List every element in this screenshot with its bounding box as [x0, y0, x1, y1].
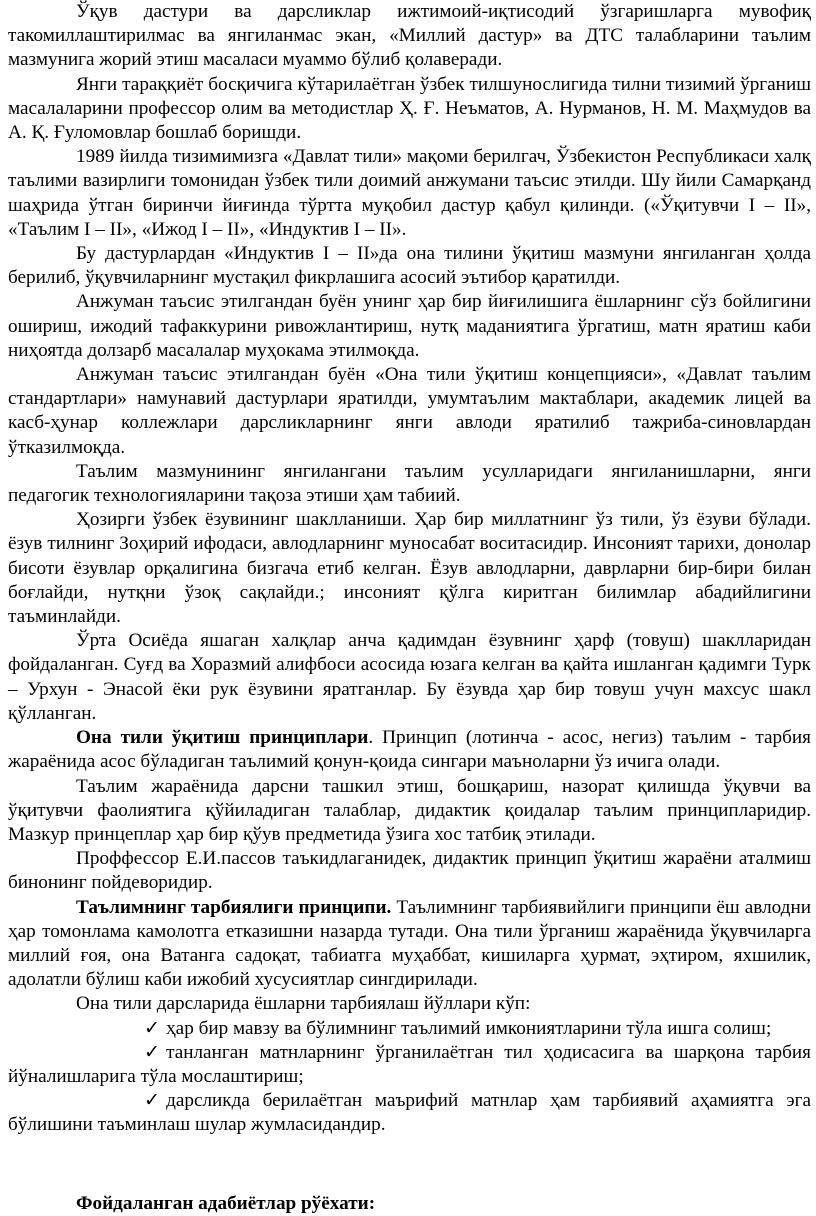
paragraph: Проффессор Е.И.пассов таъкидлаганидек, дидактик принцип ўқитиш жараёни аталмиш бинонинг пойдеворидир.	[8, 848, 811, 894]
checklist-item	[8, 1041, 811, 1089]
check-icon: ✓	[144, 1090, 161, 1112]
paragraph: Ўқув дастури ва дарсликлар ижтимоий-иқтисодий ўзгаришларга мувофиқ такомиллаштирилмас ва янгиланмас экан, «Миллий дастур» ва ДТС талабларини таълим мазмунига жорий этиш масаласи муаммо бўлиб қолаверади.	[8, 1, 811, 71]
paragraph: Таълим жараёнида дарсни ташкил этиш, бошқариш, назорат қилишда ўқувчи ва ўқитувчи фаолиятига қўйиладиган талаблар, дидактик қоидалар таълим принципларидир. Мазкур принцеплар ҳар бир қўув предметида ўзига хос татбиқ этилади.	[8, 775, 811, 845]
checklist-item	[8, 1017, 811, 1041]
references-heading-text: Фойдаланган адабиётлар рўёхати:	[76, 1192, 376, 1214]
checklist-text: танланган матнларнинг ўрганилаётган тил ҳодисасига ва шарқона тарбия йўналишларига тўла мослаштириш;	[8, 1041, 811, 1087]
spacer	[8, 1138, 811, 1192]
principles-heading: Она тили ўқитиш принциплари	[76, 727, 369, 749]
upbringing-text: Таълимнинг тарбиявийлиги принципи ёш авлодни ҳар томонлама камолотга етказишни назарда тутади. Она тили ўрганиш жараёнида ўқувчиларга миллий ғоя, она Ватанга садоқат, табиатга муҳаббат, кишиларга ҳурмат, эҳтиром, яхшилик, адолатли бўлиш каби ижобий хусусиятлар сингдирилади.	[8, 896, 811, 991]
paragraph: Таълим мазмунининг янгилангани таълим усулларидаги янгиланишларни, янги педагогик технологияларини тақоза этиши ҳам табиий.	[8, 460, 811, 507]
paragraph: Анжуман таъсис этилгандан буён «Она тили ўқитиш концепцияси», «Давлат таълим стандартлари» намунавий дастурлари яратилди, умумтаълим мактаблари, академик лицей ва касб-ҳунар коллежлари дарсликларнинг янги авлоди яратилиб тажриба-синовлардан ўтказилмоқда.	[8, 364, 811, 458]
paragraph: 1989 йилда тизимимизга «Давлат тили» мақоми берилгач, Ўзбекистон Республикаси халқ таълими вазирлиги томонидан ўзбек тили доимий анжумани таъсис этилди. Шу йили Самарқанд шаҳрида ўтган биринчи йиғинда тўртта муқобил дастур қабул қилинди. («Ўқитувчи I – II», «Таълим I – II», «Ижод I – II», «Индуктив I – II».	[8, 146, 811, 240]
list-intro: Она тили дарсларида ёшларни тарбиялаш йўллари кўп:	[76, 993, 531, 1015]
references-heading	[8, 1192, 811, 1216]
checklist-text: ҳар бир мавзу ва бўлимнинг таълимий имкониятларини тўла ишга солиш;	[166, 1017, 772, 1039]
check-icon: ✓	[144, 1017, 161, 1039]
upbringing-heading: Таълимнинг тарбиялиги принципи.	[76, 896, 392, 918]
checklist-text: дарсликда берилаётган маърифий матнлар ҳам тарбиявий аҳамиятга эга бўлишини таъминлаш шулар жумласидандир.	[8, 1090, 811, 1136]
checklist-item	[8, 1089, 811, 1137]
upbringing-paragraph	[8, 896, 811, 993]
principles-paragraph	[8, 726, 811, 774]
principles-text: . Принцип (лотинча - асос, негиз) таълим - тарбия жараёнида асос бўладиган таълимий қонун-қоида сингари маъноларни ўз ичига олади.	[8, 727, 811, 773]
paragraph: Анжуман таъсис этилгандан буён унинг ҳар бир йиғилишига ёшларнинг сўз бойлигини ошириш, ижодий тафаккурини ривожлантириш, нутқ маданиятига ўргатиш, матн яратиш каби ниҳоятда долзарб масалалар муҳокама этилмоқда.	[8, 291, 811, 361]
paragraph: Янги тараққиёт босқичига кўтарилаётган ўзбек тилшунослигида тилни тизимий ўрганиш масалаларини профессор олим ва методистлар Ҳ. Ғ. Неъматов, А. Нурманов, Н. М. Маҳмудов ва А. Қ. Ғуломовлар бошлаб боришди.	[8, 73, 811, 144]
paragraph: Бу дастурлардан «Индуктив I – II»да она тилини ўқитиш мазмуни янгиланган ҳолда берилиб, ўқувчиларнинг мустақил фикрлашига асосий эътибор қаратилди.	[8, 243, 811, 289]
check-icon: ✓	[144, 1041, 161, 1063]
paragraph: Ўрта Осиёда яшаган халқлар анча қадимдан ёзувнинг ҳарф (товуш) шаклларидан фойдаланган. Суғд ва Хоразмий алифбоси асосида юзага келган ва қайта ишланган қадимги Турк – Урхун - Энасой ёки рук ёзувини яратганлар. Бу ёзувда ҳар бир товуш учун махсус шакл қўлланган.	[8, 630, 811, 724]
paragraph: Ҳозирги ўзбек ёзувининг шаклланиши. Ҳар бир миллатнинг ўз тили, ўз ёзуви бўлади. ёзув тилнинг Зоҳирий ифодаси, авлодларнинг муносабат воситасидир. Инсоният тарихи, донолар бисоти ёзувлар орқалигина бизгача етиб келган. Ёзув авлодларни, даврларни бир-бири билан боғлайди, нутқни ўзоқ сақлайди.; инсоният қўлга киритган билимлар абадийлигини таъминлайди.	[8, 509, 811, 628]
